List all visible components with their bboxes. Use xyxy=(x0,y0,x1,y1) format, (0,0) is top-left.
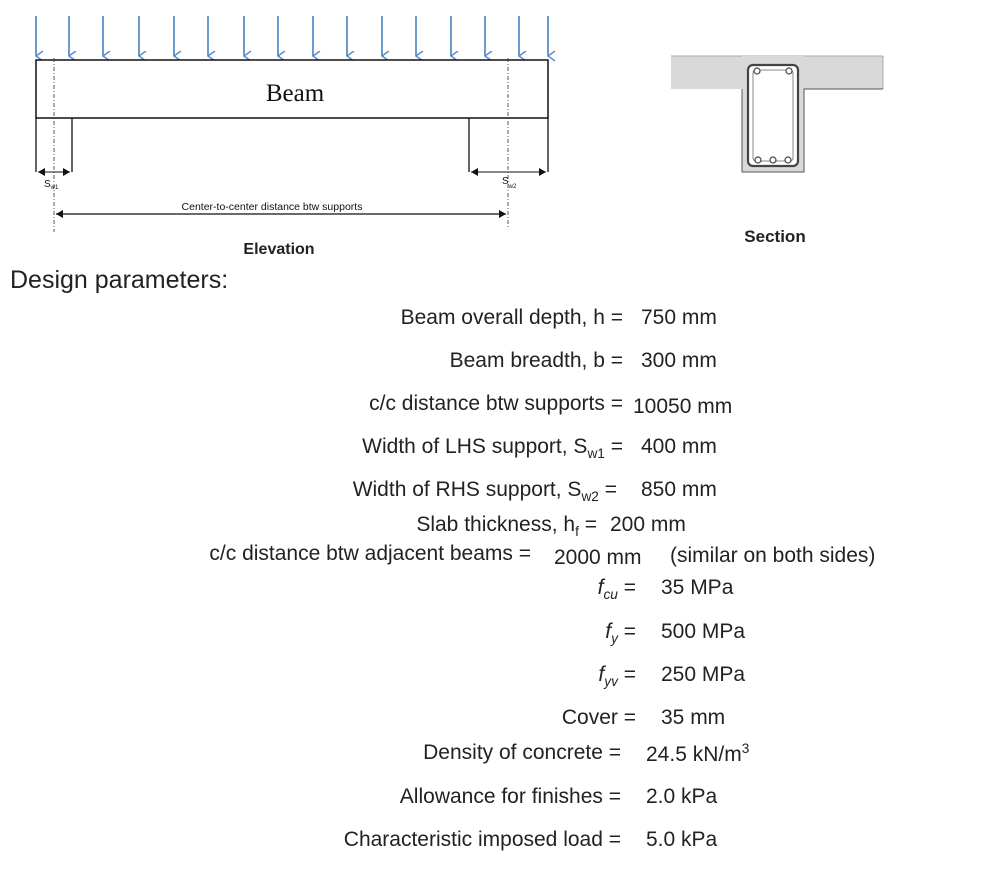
param-row-finishes xyxy=(0,785,999,813)
param-value: 200 mm xyxy=(610,513,686,536)
param-label: Allowance for finishes = xyxy=(399,785,621,808)
param-value: 35 mm xyxy=(661,706,726,729)
param-value: 250 MPa xyxy=(661,663,746,686)
param-label: Characteristic imposed load = xyxy=(343,828,621,851)
param-value: 2000 mm xyxy=(554,546,642,569)
param-label: Width of LHS support, $S_{w1}$ = xyxy=(362,435,623,462)
param-row-slab xyxy=(0,513,999,541)
param-label: $f_{yv}$ = xyxy=(598,663,636,690)
rebar xyxy=(754,68,760,74)
span-label: Center-to-center distance btw supports xyxy=(181,201,363,213)
param-row-fy xyxy=(0,620,999,648)
param-value: 5.0 kPa xyxy=(646,828,718,851)
param-row-density xyxy=(0,741,999,769)
rebar xyxy=(755,157,761,163)
param-label: $f_{cu}$ = xyxy=(597,576,636,603)
param-value: 300 mm xyxy=(641,349,717,372)
param-label: c/c distance btw adjacent beams = xyxy=(209,542,531,565)
param-label: Width of RHS support, $S_{w2}$ = xyxy=(352,478,617,505)
param-value: 850 mm xyxy=(641,478,717,501)
param-row-imposed xyxy=(0,828,999,856)
param-label: Beam breadth, b = xyxy=(449,349,623,372)
param-label: $f_y$ = xyxy=(605,620,636,647)
rebar xyxy=(786,68,792,74)
param-row-span xyxy=(0,392,999,420)
rebar xyxy=(770,157,776,163)
param-row-breadth xyxy=(0,349,999,377)
param-note: (similar on both sides) xyxy=(670,544,876,567)
param-label: c/c distance btw supports = xyxy=(369,392,623,415)
design-parameters-heading: Design parameters: xyxy=(10,266,229,294)
param-row-depth xyxy=(0,306,999,334)
sw1-dim-label: $S_{w1}$ xyxy=(44,179,59,191)
param-row-cover xyxy=(0,706,999,734)
load-arrows xyxy=(36,16,548,56)
right-support xyxy=(469,118,548,172)
param-label: Density of concrete = xyxy=(423,741,621,764)
param-row-spacing xyxy=(0,542,999,570)
param-value: 500 MPa xyxy=(661,620,746,643)
param-value: 35 MPa xyxy=(661,576,734,599)
sw2-dim-label: $S_{w2}$ xyxy=(502,176,517,190)
param-label: Cover = xyxy=(561,706,636,729)
param-value: 24.5 $kN/m^3$ xyxy=(646,741,750,766)
rebar xyxy=(785,157,791,163)
param-row-fcu xyxy=(0,576,999,604)
param-value: 400 mm xyxy=(641,435,717,458)
elevation-diagram xyxy=(0,0,600,262)
param-value: 2.0 kPa xyxy=(646,785,718,808)
param-value: 10050 mm xyxy=(633,395,733,418)
beam-label: Beam xyxy=(265,80,325,107)
section-diagram xyxy=(660,45,900,255)
param-label: Beam overall depth, h = xyxy=(400,306,623,329)
param-row-sw1 xyxy=(0,435,999,463)
param-value: 750 mm xyxy=(641,306,717,329)
section-caption: Section xyxy=(744,227,806,246)
param-row-sw2 xyxy=(0,478,999,506)
param-row-fyv xyxy=(0,663,999,691)
elevation-caption: Elevation xyxy=(243,241,315,258)
param-label: Slab thickness, $h_f$ = xyxy=(416,513,597,540)
